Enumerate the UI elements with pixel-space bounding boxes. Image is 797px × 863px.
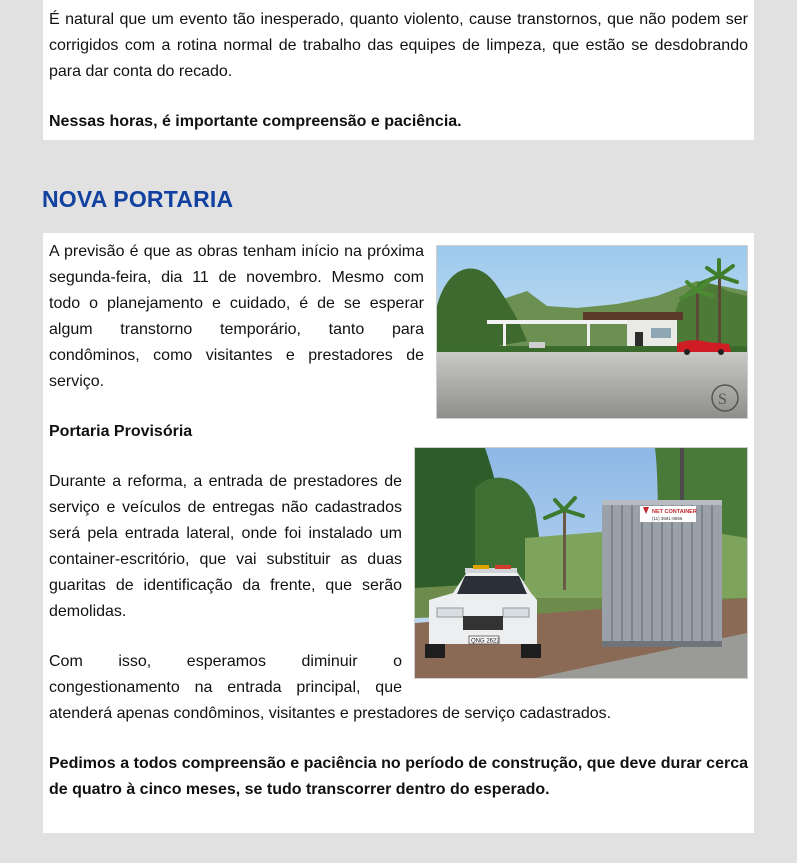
article-card-nova-portaria (43, 233, 754, 833)
article-card-top (43, 0, 754, 140)
office-container-photo (414, 447, 748, 679)
congestion-paragraph: Com isso, esperamos diminuir o congestionamento na entrada principal, que atenderá apenas condôminos, visitantes e prestadores de serviço cadastrados. (49, 653, 612, 722)
intro-paragraph: A previsão é que as obras tenham início na próxima segunda-feira, dia 11 de novembro. Mesmo com todo o planejamento e cuidado, é de se esperar algum transtorno temporário, tanto para condôminos, como visitantes e prestadores de serviço. (49, 243, 424, 390)
closing-request: Pedimos a todos compreensão e paciência no período de construção, que deve durar cerca de quatro à cinco meses, se tudo transcorrer dentro do esperado. (49, 755, 748, 798)
reform-paragraph: Durante a reforma, a entrada de prestadores de serviço e veículos de entregas não cadastrados será pela entrada lateral, onde foi instalado um container-escritório, que vai substituir as duas guaritas de identificação da frente, que serão demolidas. (49, 473, 402, 620)
article-paragraph: É natural que um evento tão inesperado, quanto violento, cause transtornos, que não podem ser corrigidos com a rotina normal de trabalho das equipes de limpeza, que estão se desdobrando para dar conta do recado. (49, 11, 748, 80)
container-sign-text: NET CONTAINER (652, 509, 697, 515)
office-container (602, 500, 722, 647)
container-phone-text: (11) 3581-8656 (652, 516, 683, 521)
section-title: NOVA PORTARIA (42, 186, 234, 212)
temporary-gatehouse-subheading: Portaria Provisória (49, 423, 193, 440)
new-gatehouse-rendering-image (436, 245, 748, 419)
svg-text:S: S (718, 391, 727, 408)
closing-statement: Nessas horas, é importante compreensão e paciência. (49, 113, 462, 130)
license-plate-text: QNG 2622 (471, 638, 500, 645)
